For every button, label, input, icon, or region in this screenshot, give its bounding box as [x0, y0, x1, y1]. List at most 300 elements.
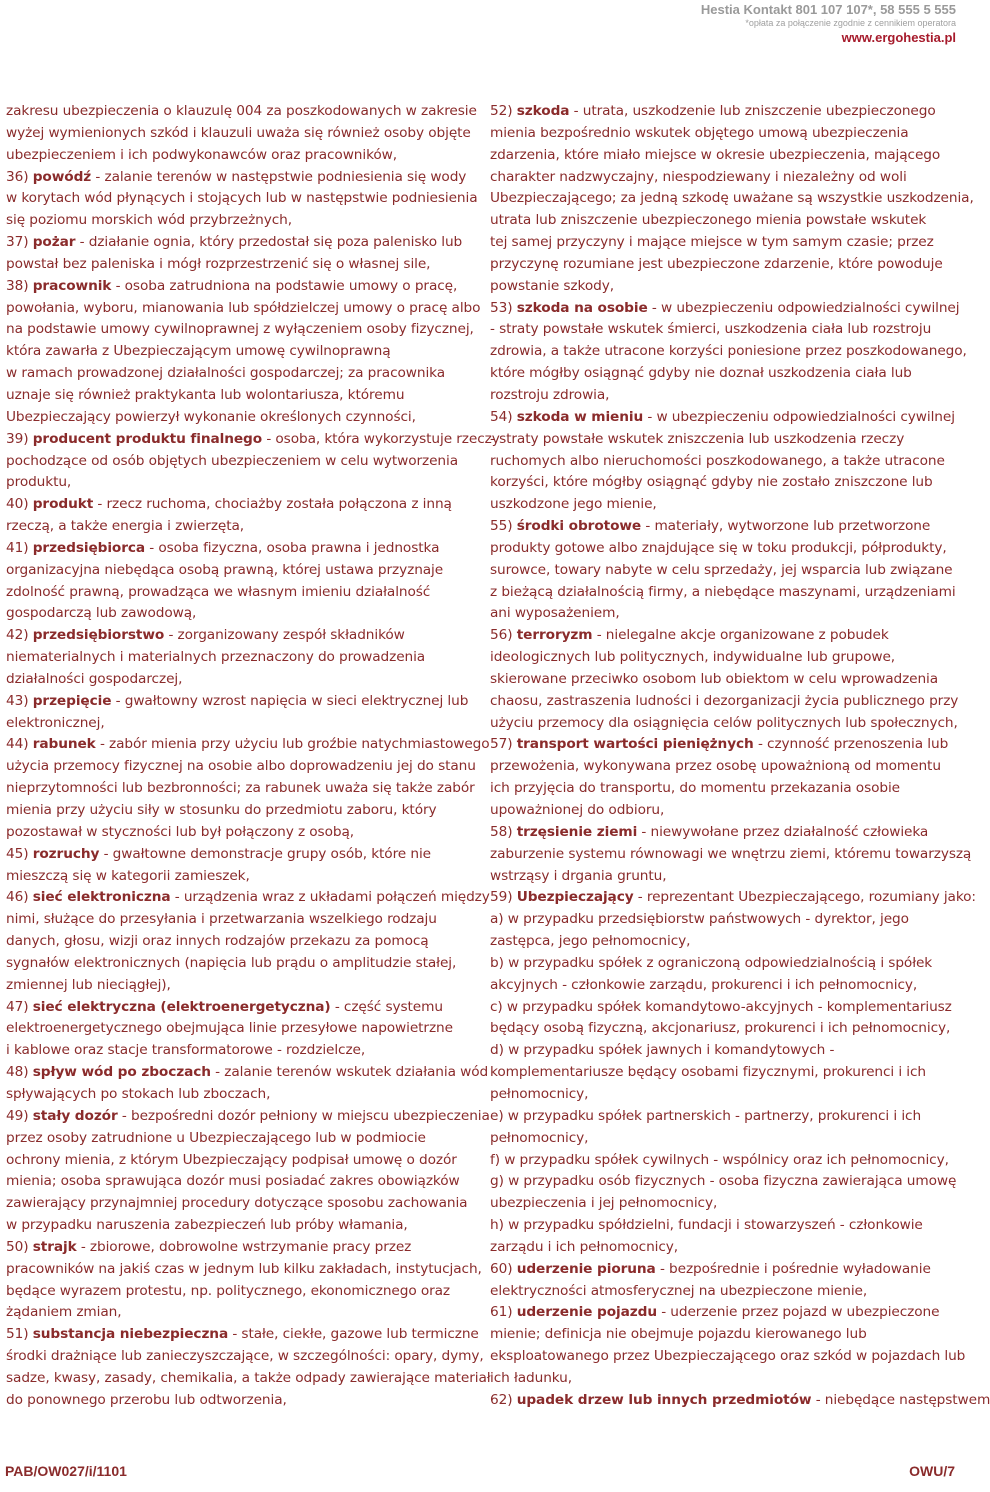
text-line — [6, 276, 476, 298]
document-code: PAB/OW027/i/1101 — [5, 1463, 127, 1479]
defined-term: strajk — [32, 1238, 77, 1255]
text-segment: 53) — [490, 299, 517, 316]
text-segment: 52) — [490, 103, 517, 119]
text-line — [6, 429, 500, 451]
text-line — [490, 1324, 958, 1346]
text-segment: zdarzenia, które miało miejsce w okresie ubezpieczenia, mającego — [490, 146, 941, 163]
text-line — [6, 734, 490, 756]
text-line — [6, 145, 476, 167]
text-line — [6, 472, 476, 494]
text-line — [490, 298, 958, 320]
text-segment: się poziomu morskich wód przybrzeżnych, — [6, 212, 292, 229]
text-line — [490, 188, 974, 210]
text-line — [490, 1281, 958, 1303]
text-segment: zastępca, jego pełnomocnicy, — [490, 933, 691, 950]
text-segment: zdolność prawną, prowadząca we własnym imieniu działalność — [6, 583, 431, 600]
text-segment: uznaje się również praktykanta lub wolontariusza, któremu — [6, 386, 405, 403]
text-segment: b) w przypadku spółek z ograniczoną odpowiedzialnością i spółek — [490, 954, 933, 971]
text-segment: ani wyposażeniem, — [490, 605, 620, 622]
text-segment: mienia; osoba sprawująca dozór musi posiadać zakres obowiązków — [6, 1173, 460, 1190]
text-segment: elektronicznej, — [6, 714, 105, 731]
text-line — [6, 1237, 476, 1259]
text-line — [6, 582, 476, 604]
defined-term: powódź — [32, 168, 92, 185]
text-segment: - nielegalne akcje organizowane z pobudek — [592, 627, 889, 644]
text-line — [6, 1040, 476, 1062]
text-segment: a) w przypadku przedsiębiorstw państwowych - dyrektor, jego — [490, 911, 909, 928]
text-line — [490, 276, 958, 298]
text-segment: produktu, — [6, 474, 72, 491]
text-segment: 62) — [490, 1391, 517, 1408]
text-line — [6, 516, 476, 538]
text-segment: powołania, wyboru, mianowania lub spółdzielczej umowy o pracę albo — [6, 299, 481, 316]
defined-term: pożar — [32, 234, 76, 251]
text-segment: 43) — [6, 692, 33, 709]
text-line — [490, 1215, 958, 1237]
text-line — [490, 713, 958, 735]
text-line — [490, 887, 976, 909]
text-line — [490, 1259, 958, 1281]
text-line — [490, 734, 958, 756]
text-line — [490, 647, 958, 669]
text-line — [6, 1062, 489, 1084]
text-segment: f) w przypadku spółek cywilnych - wspólnicy oraz ich pełnomocnicy, — [490, 1151, 949, 1168]
text-line — [490, 582, 958, 604]
text-segment: elektryczności atmosferycznej na ubezpieczone mienie, — [490, 1282, 868, 1299]
text-line — [6, 385, 476, 407]
text-line — [6, 778, 476, 800]
text-segment: c) w przypadku spółek komandytowo-akcyjnych - komplementariusz — [490, 998, 952, 1015]
text-segment: charakter nadzwyczajny, niespodziewany i niezależny od woli — [490, 168, 907, 185]
text-line — [490, 975, 958, 997]
text-line — [490, 1150, 958, 1172]
text-line — [6, 167, 476, 189]
text-line — [490, 1237, 958, 1259]
text-line — [490, 145, 958, 167]
text-segment: 60) — [490, 1260, 517, 1277]
text-segment: 51) — [6, 1326, 33, 1343]
text-segment: ideologicznych lub politycznych, indywidualne lub grupowe, — [490, 649, 896, 666]
text-segment: zarządu i ich pełnomocnicy, — [490, 1238, 679, 1255]
defined-term: producent produktu finalnego — [32, 430, 263, 447]
defined-term: przedsiębiorstwo — [32, 627, 165, 644]
text-line — [6, 1150, 476, 1172]
text-line — [490, 603, 958, 625]
text-segment: gospodarczą lub zawodową, — [6, 605, 197, 622]
text-line — [6, 232, 476, 254]
text-line — [6, 363, 476, 385]
text-line — [6, 1281, 476, 1303]
text-line — [490, 1390, 990, 1412]
text-segment: 47) — [6, 998, 33, 1015]
text-segment: ich przyjęcia do transportu, do momentu przekazania osobie — [490, 780, 900, 797]
text-segment: - niewywołane przez działalność człowieka — [637, 823, 929, 840]
text-segment: w korytach wód płynących i stojących lub w następstwie podniesienia — [6, 190, 478, 207]
text-segment: zmiennej lub nieciągłej), — [6, 976, 171, 993]
text-line — [490, 451, 958, 473]
text-segment: uszkodzone jego mienie, — [490, 496, 657, 513]
defined-term: spływ wód po zboczach — [32, 1064, 211, 1081]
text-segment: Ubezpieczający powierzył wykonanie określonych czynności, — [6, 408, 416, 425]
text-segment: e) w przypadku spółek partnerskich - partnerzy, prokurenci i ich — [490, 1107, 922, 1124]
text-segment: surowce, towary nabyte w celu sprzedaży, jej wsparcia lub związane — [490, 561, 953, 578]
text-segment: żądaniem zmian, — [6, 1304, 122, 1321]
text-line — [490, 1368, 958, 1390]
text-line — [490, 691, 958, 713]
text-segment: h) w przypadku spółdzielni, fundacji i stowarzyszeń - członkowie — [490, 1217, 923, 1234]
text-segment: - osoba fizyczna, osoba prawna i jednostka — [145, 539, 440, 556]
text-line — [6, 1106, 490, 1128]
text-segment: eksploatowanego przez Ubezpieczającego oraz szkód w pojazdach lub — [490, 1348, 966, 1365]
defined-term: terroryzm — [516, 627, 593, 644]
text-segment: przewożenia, wykonywana przez osobę upoważnioną od momentu — [490, 758, 941, 775]
defined-term: rabunek — [32, 736, 96, 753]
text-line — [6, 997, 476, 1019]
text-segment: mieszczą się w kategorii zamieszek, — [6, 867, 250, 884]
text-segment: - zalanie terenów w następstwie podniesienia się wody — [91, 168, 467, 185]
text-line — [6, 713, 476, 735]
text-line — [6, 647, 476, 669]
text-line — [490, 931, 958, 953]
contact-line: Hestia Kontakt 801 107 107*, 58 555 5 555 — [700, 2, 956, 17]
defined-term: produkt — [32, 496, 94, 513]
text-line — [490, 516, 958, 538]
text-line — [490, 625, 958, 647]
defined-term: uderzenie pioruna — [516, 1260, 656, 1277]
text-segment: przyczynę rozumiane jest ubezpieczone zdarzenie, które powoduje — [490, 255, 943, 272]
text-line — [6, 953, 476, 975]
text-segment: pełnomocnicy, — [490, 1129, 589, 1146]
text-line — [6, 1193, 476, 1215]
text-segment: mienia bezpośrednio wskutek objętego umową ubezpieczenia — [490, 124, 909, 141]
defined-term: pracownik — [32, 277, 112, 294]
text-segment: niematerialnych i materialnych przeznaczony do prowadzenia — [6, 649, 426, 666]
text-segment: 56) — [490, 627, 517, 644]
text-line — [6, 822, 476, 844]
text-segment: - straty powstałe wskutek śmierci, uszkodzenia ciała lub rozstroju — [490, 321, 932, 338]
text-line — [490, 385, 958, 407]
text-line — [6, 1084, 476, 1106]
text-line — [490, 538, 958, 560]
text-line — [6, 101, 476, 123]
text-segment: ubezpieczeniem i ich podwykonawców oraz pracowników, — [6, 146, 398, 163]
text-segment: pochodzące od osób objętych ubezpieczeniem w celu wytworzenia — [6, 452, 458, 469]
text-segment: chaosu, zastraszenia ludności i dezorganizacji życia publicznego przy — [490, 692, 959, 709]
text-segment: - urządzenia wraz z układami połączeń między — [170, 889, 490, 906]
text-segment: korzyści, które mógłby osiągnąć gdyby nie zostało zniszczone lub — [490, 474, 933, 491]
text-line — [490, 472, 958, 494]
text-segment: ochrony mienia, z którym Ubezpieczający podpisał umowę o dozór — [6, 1151, 457, 1168]
text-line — [6, 1390, 476, 1412]
text-line — [490, 210, 958, 232]
text-segment: mienia przy użyciu siły w stosunku do przedmiotu zaboru, który — [6, 802, 437, 818]
defined-term: przepięcie — [32, 692, 112, 709]
text-segment: ruchomych albo nieruchomości poszkodowanego, a także utracone — [490, 452, 945, 469]
text-segment: 61) — [490, 1304, 517, 1321]
defined-term: rozruchy — [32, 845, 100, 862]
text-segment: 38) — [6, 277, 33, 294]
text-segment: będący osobą fizyczną, akcjonariusz, prokurenci i ich pełnomocnicy, — [490, 1020, 951, 1037]
text-line — [490, 822, 958, 844]
text-line — [490, 1106, 958, 1128]
text-segment: 46) — [6, 889, 33, 906]
text-segment: 37) — [6, 234, 33, 251]
text-segment: komplementariusze będący osobami fizycznymi, prokurenci i ich — [490, 1064, 926, 1081]
text-segment: - osoba zatrudniona na podstawie umowy o pracę, — [111, 277, 458, 294]
right-column — [490, 101, 990, 1412]
defined-term: uderzenie pojazdu — [516, 1304, 657, 1321]
text-segment: - materiały, wytworzone lub przetworzone — [641, 518, 931, 535]
text-segment: pozostawał w styczności lub był połączony z osobą, — [6, 823, 354, 840]
text-segment: i kablowe oraz stacje transformatorowe - rozdzielcze, — [6, 1042, 366, 1059]
text-line — [6, 494, 476, 516]
text-line — [6, 1324, 479, 1346]
text-segment: - w ubezpieczeniu odpowiedzialności cywilnej — [647, 299, 960, 316]
text-segment: 50) — [6, 1238, 33, 1255]
text-segment: ubezpieczenia i jej pełnomocnicy, — [490, 1195, 718, 1212]
text-segment: w przypadku naruszenia zabezpieczeń lub próby włamania, — [6, 1217, 408, 1234]
text-segment: - działanie ognia, który przedostał się poza palenisko lub — [75, 234, 463, 251]
text-segment: działalności gospodarczej, — [6, 670, 183, 687]
text-segment: - czynność przenoszenia lub — [753, 736, 949, 753]
defined-term: szkoda — [516, 103, 570, 119]
text-segment: na podstawie umowy cywilnoprawnej z wyłączeniem osoby fizycznej, — [6, 321, 474, 338]
text-line — [490, 866, 958, 888]
text-segment: - zalanie terenów wskutek działania wód — [210, 1064, 489, 1081]
text-segment: - stałe, ciekłe, gazowe lub termiczne — [228, 1326, 479, 1343]
text-segment: ich ładunku, — [490, 1369, 573, 1386]
text-line — [490, 1302, 958, 1324]
text-segment: 54) — [490, 408, 517, 425]
text-line — [490, 1018, 958, 1040]
text-segment: skierowane przeciwko osobom lub obiektom w celu wprowadzenia — [490, 670, 939, 687]
text-line — [6, 341, 476, 363]
text-segment: 55) — [490, 518, 517, 535]
text-segment: Ubezpieczającego; za jedną szkodę uważane są wszystkie uszkodzenia, — [490, 190, 974, 207]
text-line — [490, 669, 958, 691]
text-line — [6, 538, 476, 560]
text-segment: organizacyjna niebędąca osobą prawną, której ustawa przyznaje — [6, 561, 444, 578]
text-line — [6, 123, 476, 145]
defined-term: przedsiębiorca — [32, 539, 146, 556]
text-line — [6, 298, 481, 320]
text-line — [6, 1018, 476, 1040]
text-line — [6, 975, 476, 997]
text-line — [490, 1040, 958, 1062]
text-segment: mienie; definicja nie obejmuje pojazdu kierowanego lub — [490, 1326, 867, 1343]
text-segment: 57) — [490, 736, 517, 753]
text-segment: nieprzytomności lub bezbronności; za rabunek uważa się także zabór — [6, 780, 475, 797]
text-segment: pracowników na jakiś czas w jednym lub kilku zakładach, instytucjach, — [6, 1260, 482, 1277]
text-line — [6, 1171, 476, 1193]
text-segment: do ponownego przerobu lub odtworzenia, — [6, 1391, 287, 1408]
text-line — [490, 1062, 958, 1084]
defined-term: trzęsienie ziemi — [516, 823, 638, 840]
text-segment: utrata lub zniszczenie ubezpieczonego mienia powstałe wskutek — [490, 212, 927, 229]
defined-term: sieć elektryczna (elektroenergetyczna) — [32, 998, 331, 1015]
text-line — [6, 1215, 476, 1237]
text-line — [490, 101, 958, 123]
text-line — [490, 909, 958, 931]
text-line — [490, 254, 958, 276]
text-line — [490, 778, 958, 800]
text-segment: sadze, kwasy, zasady, chemikalia, a także odpady zawierające materiał — [6, 1369, 491, 1386]
text-segment: d) w przypadku spółek jawnych i komandytowych - — [490, 1042, 835, 1059]
defined-term: szkoda w mieniu — [516, 408, 644, 425]
text-line — [490, 407, 958, 429]
defined-term: stały dozór — [32, 1107, 118, 1124]
text-segment: 36) — [6, 168, 33, 185]
text-line — [6, 756, 476, 778]
text-segment: 49) — [6, 1107, 33, 1124]
text-line — [490, 341, 967, 363]
text-line — [6, 1259, 482, 1281]
text-segment: 42) — [6, 627, 33, 644]
text-line — [6, 560, 476, 582]
text-line — [6, 407, 476, 429]
text-segment: zaburzenie systemu równowagi we wnętrzu ziemi, któremu towarzyszą — [490, 845, 972, 862]
text-line — [6, 210, 476, 232]
text-segment: zdrowia, a także utracone korzyści poniesione przez poszkodowanego, — [490, 343, 967, 360]
defined-term: środki obrotowe — [516, 518, 642, 535]
text-segment: 48) — [6, 1064, 33, 1081]
text-segment: - utrata, uszkodzenie lub zniszczenie ubezpieczonego — [569, 103, 936, 119]
text-segment: - zbiorowe, dobrowolne wstrzymanie pracy przez — [76, 1238, 412, 1255]
text-line — [490, 560, 958, 582]
text-line — [490, 997, 958, 1019]
text-segment: 59) — [490, 889, 517, 906]
text-segment: w ramach prowadzonej działalności gospodarczej; za pracownika — [6, 365, 446, 382]
text-line — [490, 953, 958, 975]
text-segment: rzeczą, a także energia i zwierzęta, — [6, 518, 245, 535]
text-line — [6, 931, 476, 953]
text-line — [6, 625, 476, 647]
text-segment: - gwałtowne demonstracje grupy osób, które nie — [99, 845, 431, 862]
text-line — [490, 494, 958, 516]
text-segment: 45) — [6, 845, 33, 862]
text-segment: zakresu ubezpieczenia o klauzulę 004 za poszkodowanych w zakresie — [6, 103, 477, 119]
page-number: OWU/7 — [909, 1463, 955, 1479]
text-line — [490, 1193, 958, 1215]
text-segment: - zabór mienia przy użyciu lub groźbie natychmiastowego — [95, 736, 490, 753]
text-segment: sygnałów elektronicznych (napięcia lub prądu o amplitudzie stałej, — [6, 954, 457, 971]
text-line — [6, 866, 476, 888]
text-segment: które mógłby osiągnąć gdyby nie doznał uszkodzenia ciała lub — [490, 365, 912, 382]
text-segment: zawierający przynajmniej procedury dotyczące sposobu zachowania — [6, 1195, 468, 1212]
text-line — [6, 254, 476, 276]
defined-term: transport wartości pieniężnych — [516, 736, 754, 753]
text-segment: użycia przemocy fizycznej na osobie albo doprowadzeniu jej do stanu — [6, 758, 476, 775]
text-segment: - w ubezpieczeniu odpowiedzialności cywilnej — [643, 408, 955, 425]
text-segment: - osoba, która wykorzystuje rzeczy — [262, 430, 500, 447]
text-segment: upoważnionej do odbioru, — [490, 802, 665, 818]
text-line — [490, 363, 958, 385]
text-line — [6, 691, 476, 713]
text-line — [6, 188, 476, 210]
text-segment: - reprezentant Ubezpieczającego, rozumiany jako: — [633, 889, 976, 906]
text-segment: - straty powstałe wskutek zniszczenia lub uszkodzenia rzeczy — [490, 430, 905, 447]
text-segment: 40) — [6, 496, 33, 513]
text-line — [490, 800, 958, 822]
text-line — [6, 887, 490, 909]
text-segment: rozstroju zdrowia, — [490, 386, 610, 403]
text-segment: która zawarła z Ubezpieczającym umowę cywilnoprawną — [6, 343, 391, 360]
text-line — [490, 1084, 958, 1106]
text-segment: - gwałtowny wzrost napięcia w sieci elektrycznej lub — [111, 692, 469, 709]
page-header — [701, 2, 956, 46]
text-line — [490, 429, 958, 451]
text-line — [490, 232, 958, 254]
text-segment: pełnomocnicy, — [490, 1085, 589, 1102]
website-link[interactable]: www.ergohestia.pl — [841, 30, 956, 45]
text-segment: - bezpośrednie i pośrednie wyładowanie — [655, 1260, 931, 1277]
text-segment: spływających po stokach lub zboczach, — [6, 1085, 271, 1102]
defined-term: upadek drzew lub innych przedmiotów — [516, 1391, 812, 1408]
text-line — [6, 603, 476, 625]
text-segment: - bezpośredni dozór pełniony w miejscu ubezpieczenia — [117, 1107, 490, 1124]
text-segment: wstrząsy i drgania gruntu, — [490, 867, 667, 884]
text-line — [490, 756, 958, 778]
text-line — [6, 1128, 476, 1150]
text-segment: 39) — [6, 430, 33, 447]
text-segment: nimi, służące do przesyłania i przetwarzania wszelkiego rodzaju — [6, 911, 437, 928]
defined-term: sieć elektroniczna — [32, 889, 171, 906]
text-line — [490, 319, 958, 341]
text-segment: - część systemu — [330, 998, 443, 1015]
text-line — [490, 844, 972, 866]
text-line — [6, 451, 476, 473]
text-line — [490, 1171, 958, 1193]
text-segment: z bieżącą działalnością firmy, a niebędące maszynami, urządzeniami — [490, 583, 956, 600]
text-segment: - niebędące następstwem — [811, 1391, 990, 1408]
text-line — [490, 1128, 958, 1150]
text-segment: powstanie szkody, — [490, 277, 614, 294]
text-line — [6, 844, 476, 866]
text-segment: 58) — [490, 823, 517, 840]
text-segment: produkty gotowe albo znajdujące się w toku produkcji, półprodukty, — [490, 539, 947, 556]
text-line — [6, 1302, 476, 1324]
text-segment: powstał bez paleniska i mógł rozprzestrzenić się o własnej sile, — [6, 255, 431, 272]
defined-term: szkoda na osobie — [516, 299, 648, 316]
text-segment: będące wyrazem protestu, np. politycznego, ekonomicznego oraz — [6, 1282, 451, 1299]
text-segment: użyciu przemocy dla osiągnięcia celów politycznych lub społecznych, — [490, 714, 958, 731]
text-line — [6, 669, 476, 691]
text-segment: akcyjnych - członkowie zarządu, prokurenci i ich pełnomocnicy, — [490, 976, 918, 993]
text-line — [490, 167, 958, 189]
text-segment: środki drażniące lub zanieczyszczające, w szczególności: opary, dymy, — [6, 1348, 484, 1365]
contact-note: *opłata za połączenie zgodnie z cennikiem operatora — [745, 18, 956, 28]
text-segment: przez osoby zatrudnione u Ubezpieczającego lub w podmiocie — [6, 1129, 426, 1146]
text-line — [6, 909, 476, 931]
text-segment: tej samej przyczyny i mające miejsce w tym samym czasie; przez — [490, 234, 934, 251]
defined-term: Ubezpieczający — [516, 889, 634, 906]
text-segment: g) w przypadku osób fizycznych - osoba fizyczna zawierająca umowę — [490, 1173, 957, 1190]
text-line — [6, 1368, 491, 1390]
text-line — [6, 800, 476, 822]
text-segment: danych, głosu, wizji oraz innych rodzajów przekazu za pomocą — [6, 933, 429, 950]
text-segment: wyżej wymienionych szkód i klauzuli uważa się również osoby objęte — [6, 124, 471, 141]
left-column — [6, 101, 500, 1412]
text-segment: elektroenergetycznego obejmująca linie przesyłowe napowietrzne — [6, 1020, 453, 1037]
text-segment: - uderzenie przez pojazd w ubezpieczone — [656, 1304, 940, 1321]
text-segment: 44) — [6, 736, 33, 753]
text-line — [6, 319, 476, 341]
defined-term: substancja niebezpieczna — [32, 1326, 229, 1343]
text-line — [490, 1346, 966, 1368]
text-line — [6, 1346, 484, 1368]
text-segment: - rzecz ruchoma, chociażby została połączona z inną — [93, 496, 452, 513]
text-segment: - zorganizowany zespół składników — [164, 627, 405, 644]
